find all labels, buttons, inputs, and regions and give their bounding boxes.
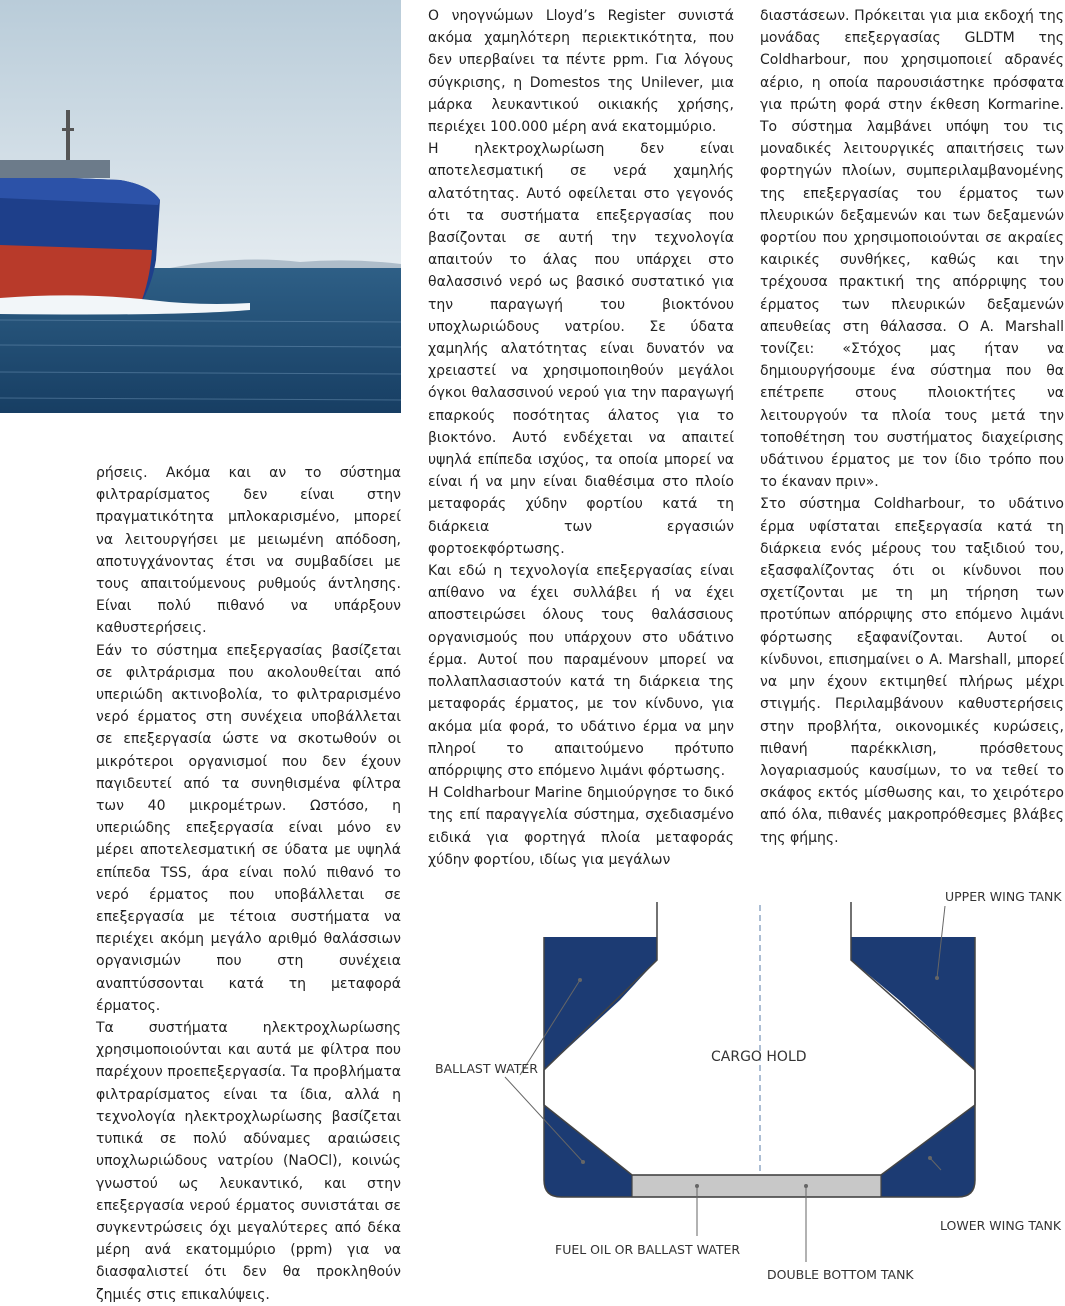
lower-wing-tank-right: [881, 1105, 975, 1197]
label-lower-wing-tank: LOWER WING TANK: [940, 1218, 1062, 1233]
paragraph: Στο σύστημα Coldharbour, το υδάτινο έρμα υφίσταται επεξεργασία κατά τη διάρκεια ενός μέρους του ταξιδιού του, εξασφαλίζοντας ότι οι κίνδυνοι που σχετίζονται με τη μη τήρηση των προτύπων απόρριψης στο επόμενο λιμάνι φόρτωσης εξαφανίζονται. Αυτοί οι κίνδυνοι, επισημαίνει ο A. Marshall, μπορεί να μην έχουν εκτιμηθεί πλήρως μέχρι στιγμής. Περιλαμβάνουν καθυστερήσεις στην προβλήτα, οικονομικές κυρώσεις, πιθανή παρέκκλιση, πρόσθετους λογαριασμούς καυσίμων, το να τεθεί το σκάφος εκτός μίσθωσης και, το χειρότερο από όλα, πιθανές μακροπρόθεσμες βλάβες της φήμης.: [760, 496, 1064, 846]
label-fuel-oil: FUEL OIL OR BALLAST WATER: [555, 1242, 741, 1257]
upper-wing-tank-left: [544, 937, 657, 1070]
paragraph: Ο νηογνώμων Lloyd’s Register συνιστά ακόμα χαμηλότερη περιεκτικότητα, που δεν υπερβαίνει τα πέντε ppm. Για λόγους σύγκρισης, η Domestos της Unilever, μια μάρκα λευκαντικού οικιακής χρήσης, περιέχει 100.000 μέρη ανά εκατομμύριο.: [428, 8, 734, 136]
label-cargo-hold: CARGO HOLD: [711, 1049, 807, 1065]
paragraph: Η Coldharbour Marine δημιούργησε το δικό της επί παραγγελία σύστημα, σχεδιασμένο ειδικά για φορτηγά πλοία μεταφοράς χύδην φορτίου, ιδίως για μεγάλων: [428, 785, 734, 868]
paragraph: ρήσεις. Ακόμα και αν το σύστημα φιλτραρίσματος δεν είναι στην πραγματικότητα μπλοκαρισμένο, μπορεί να λειτουργήσει με μειωμένη απόδοση, αποτυγχάνοντας έτσι να συμβαδίσει με τους απαιτούμενους ρυθμούς άντλησης. Είναι πολύ πιθανό να υπάρξουν καθυστερήσεις.: [96, 465, 401, 637]
paragraph: Και εδώ η τεχνολογία επεξεργασίας είναι απίθανο να έχει συλλάβει ή να έχει αποστειρώσει όλους τους θαλάσσιους οργανισμούς που υπάρχουν στο υδάτινο έρμα. Αυτοί που παραμένουν μπορεί να πολλαπλασιαστούν κατά τη διάρκεια της μεταφοράς έρματος, με τον κίνδυνο, για ακόμα μία φορά, το υδάτινο έρμα να μην πληροί το απαιτούμενο πρότυπο απόρριψης στο επόμενο λιμάνι φόρτωσης.: [428, 563, 734, 779]
paragraph: διαστάσεων. Πρόκειται για μια εκδοχή της μονάδας επεξεργασίας GLDTM της Coldharbour, που χρησιμοποιεί αδρανές αέριο, η οποία παρουσιάστηκε πρόσφατα για πρώτη φορά στην έκθεση Kormarine. Το σύστημα λαμβάνει υπόψη του τις μοναδικές λειτουργικές απαιτήσεις των φορτηγών πλοίων, συμπεριλαμβανομένης της επεξεργασίας του έρματος των πλευρικών δεξαμενών και των δεξαμενών φορτίου που χρησιμοποιούνται σε ακραίες καιρικές συνθήκες, καθώς και την τρέχουσα πρακτική της απόρριψης του έρματος των πλευρικών δεξαμενών απευθείας στη θάλασσα. Ο A. Marshall τονίζει: «Στόχος μας ήταν να δημιουργήσουμε ένα σύστημα που θα επέτρεπε στους πλοιοκτήτες να λειτουργούν τα πλοία τους μετά την τοποθέτηση του συστήματος διαχείρισης υδάτινου έρματος με τον ίδιο τρόπο που το έκαναν πριν».: [760, 8, 1064, 491]
text-column-1: [96, 462, 401, 1306]
hull-cross-section-diagram: [425, 870, 1065, 1291]
double-bottom-tank: [632, 1175, 881, 1197]
label-upper-wing-tank: UPPER WING TANK: [945, 889, 1062, 904]
paragraph: Η ηλεκτροχλωρίωση δεν είναι αποτελεσματική σε νερά χαμηλής αλατότητας. Αυτό οφείλεται στο γεγονός ότι τα συστήματα επεξεργασίας που βασίζονται σε αυτή την τεχνολογία απαιτούν το άλας που υπάρχει στο θαλασσινό νερό ως βασικό συστατικό για την παραγωγή του βιοκτόνου υποχλωριώδους νατρίου. Σε ύδατα χαμηλής αλατότητας είναι δυνατόν να χρειαστεί να χρησιμοποιηθούν μεγάλοι όγκοι θαλασσινού νερού για την παραγωγή επαρκούς ποσότητας άλατος για το βιοκτόνο. Αυτό ενδέχεται να απαιτεί υψηλά επίπεδα ισχύος, τα οποία μπορεί να είναι ή να μην είναι διαθέσιμα στο πλοίο μεταφοράς χύδην φορτίου κατά τη διάρκεια των εργασιών φορτοεκφόρτωσης.: [428, 141, 734, 557]
upper-wing-tank-right: [851, 937, 975, 1070]
paragraph: Εάν το σύστημα επεξεργασίας βασίζεται σε φιλτράρισμα που ακολουθείται από υπεριώδη ακτινοβολία, το φιλτραρισμένο νερό έρματος στη συνέχεια υποβάλλεται σε επεξεργασία ώστε να σκοτωθούν οι μικρότεροι οργανισμοί που δεν έχουν παγιδευτεί από τα συνηθισμένα φίλτρα των 40 μικρομέτρων. Ωστόσο, η υπεριώδης επεξεργασία είναι μόνο εν μέρει αποτελεσματική σε ύδατα με υψηλά επίπεδα TSS, άρα είναι πολύ πιθανό το νερό έρματος που υποβάλλεται σε επεξεργασία με τέτοια συστήματα να περιέχει ακόμη μεγάλο αριθμό θαλάσσιων οργανισμών που στη συνέχεια αναπτύσσονται κατά τη μεταφορά έρματος.: [96, 642, 401, 1014]
label-double-bottom-tank: DOUBLE BOTTOM TANK: [767, 1267, 914, 1282]
text-column-2: [428, 5, 734, 871]
paragraph: Τα συστήματα ηλεκτροχλωρίωσης χρησιμοποιούνται και αυτά με φίλτρα που παρέχουν προεπεξεργασία. Τα προβλήματα φιλτραρίσματος είναι τα ίδια, αλλά η τεχνολογία ηλεκτροχλωρίωσης βασίζεται τυπικά σε πολύ αδύναμες αραιώσεις υποχλωριώδους νατρίου (NaOCl), κοινώς γνωστού ως λευκαντικό, και στην επεξεργασία νερού έρματος συνιστάται σε συγκεντρώσεις όχι μεγαλύτερες από δέκα μέρη ανά εκατομμύριο (ppm) για να διασφαλιστεί ότι δεν θα προκληθούν ζημιές στις επικαλύψεις.: [96, 1020, 401, 1303]
lower-wing-tank-left: [544, 1105, 632, 1197]
ship-photo: [0, 0, 401, 413]
text-column-3: [760, 5, 1064, 849]
label-ballast-water: BALLAST WATER: [435, 1061, 538, 1076]
